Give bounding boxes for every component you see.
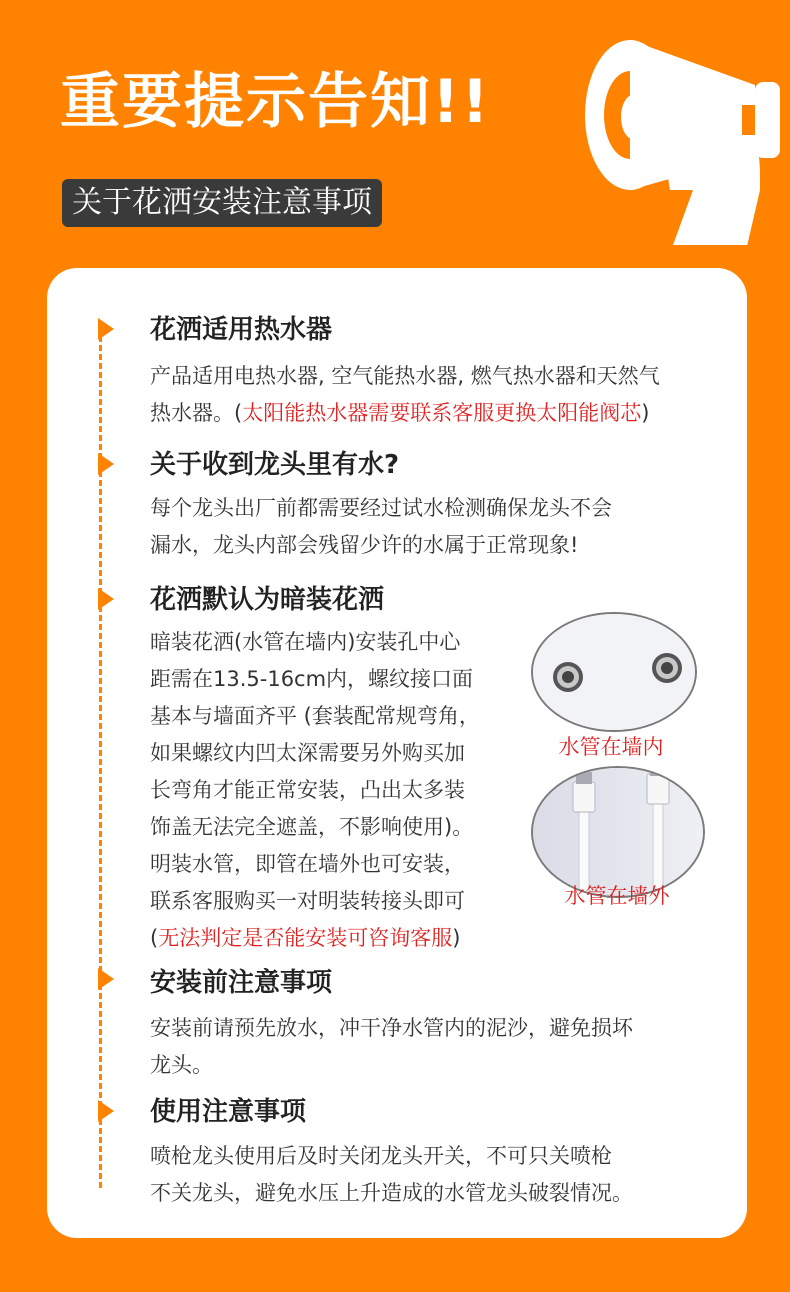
- section-body-concealed: [150, 624, 480, 957]
- warning-text: 无法判定是否能安装可咨询客服: [158, 926, 453, 950]
- megaphone-icon: [585, 40, 785, 245]
- triangle-bullet-icon: [98, 318, 114, 340]
- body-line: 联系客服购买一对明装转接头即可: [150, 889, 465, 913]
- triangle-bullet-icon: [98, 588, 114, 610]
- body-line: 如果螺纹内凹太深需要另外购买加: [150, 741, 465, 765]
- body-line: 距需在13.5-16cm内，螺纹接口面: [150, 667, 474, 691]
- notice-card: [47, 268, 747, 1238]
- triangle-bullet-icon: [98, 968, 114, 990]
- pipe-outside-wall-image: [531, 766, 705, 898]
- pipe-in-wall-image: [531, 612, 697, 732]
- section-heading-heater: 花洒适用热水器: [150, 315, 333, 345]
- body-line: 暗装花洒(水管在墙内)安装孔中心: [150, 630, 461, 654]
- body-line: 热水器。(太阳能热水器需要联系客服更换太阳能阀芯): [150, 401, 650, 425]
- section-heading-before-install: 安装前注意事项: [150, 968, 333, 998]
- section-heading-concealed: 花洒默认为暗装花洒: [150, 585, 385, 615]
- body-line: 饰盖无法完全遮盖，不影响使用)。: [150, 815, 474, 839]
- image-label-in-wall: 水管在墙内: [558, 735, 664, 759]
- section-heading-usage: 使用注意事项: [150, 1097, 307, 1127]
- section-body-usage: [150, 1138, 633, 1212]
- body-line: 基本与墙面齐平 (套装配常规弯角，: [150, 704, 480, 728]
- section-heading-water: 关于收到龙头里有水?: [150, 450, 400, 480]
- body-line: 喷枪龙头使用后及时关闭龙头开关，不可只关喷枪: [150, 1144, 612, 1168]
- body-line: 明装水管，即管在墙外也可安装，: [150, 852, 465, 876]
- triangle-bullet-icon: [98, 453, 114, 475]
- image-label-outside-wall: 水管在墙外: [564, 884, 670, 908]
- subtitle-badge: 关于花洒安装注意事项: [62, 179, 382, 227]
- page-title: 重要提示告知!!: [60, 67, 491, 137]
- warning-text: 太阳能热水器需要联系客服更换太阳能阀芯: [242, 401, 642, 425]
- body-line: 每个龙头出厂前都需要经过试水检测确保龙头不会: [150, 496, 612, 520]
- body-line: 不关龙头，避免水压上升造成的水管龙头破裂情况。: [150, 1181, 633, 1205]
- triangle-bullet-icon: [98, 1100, 114, 1122]
- body-line: 产品适用电热水器, 空气能热水器, 燃气热水器和天然气: [150, 364, 660, 388]
- body-line: 安装前请预先放水，冲干净水管内的泥沙，避免损坏: [150, 1016, 633, 1040]
- body-line: 漏水，龙头内部会残留少许的水属于正常现象!: [150, 533, 579, 557]
- section-body-water: [150, 490, 612, 564]
- body-line: 长弯角才能正常安装，凸出太多装: [150, 778, 465, 802]
- body-line: (无法判定是否能安装可咨询客服): [150, 926, 461, 950]
- body-line: 龙头。: [150, 1053, 213, 1077]
- section-body-before-install: [150, 1010, 633, 1084]
- section-body-heater: [150, 358, 660, 432]
